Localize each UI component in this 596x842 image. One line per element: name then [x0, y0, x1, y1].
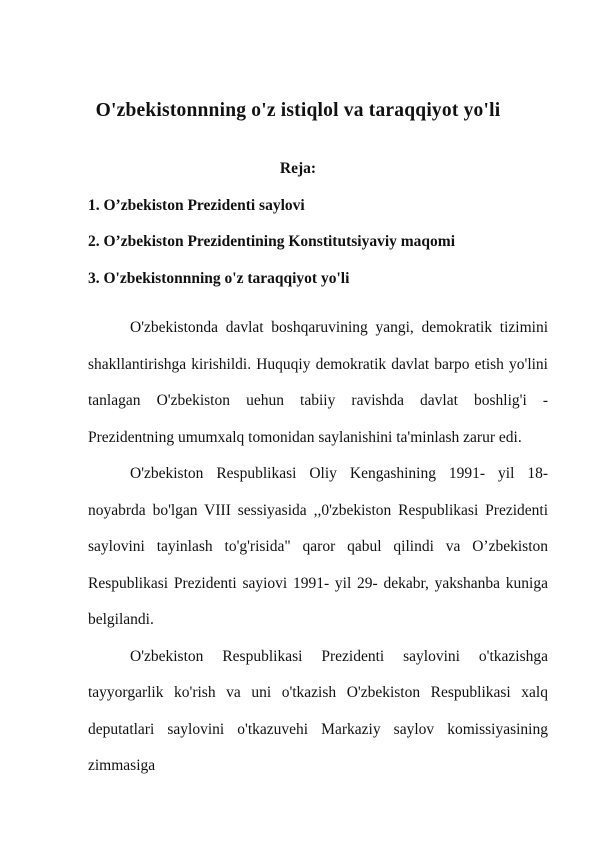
document-title: O'zbekistonnning o'z istiqlol va taraqqiyot yo'li	[95, 100, 501, 121]
plan-item-1: 1. O’zbekiston Prezidenti saylovi	[88, 197, 305, 214]
plan-item-2: 2. O’zbekiston Prezidentining Konstitutsiyaviy maqomi	[88, 233, 455, 250]
paragraph-2: O'zbekiston Respublikasi Oliy Kengashining 1991- yil 18-noyabrda bo'lgan VIII sessiyasida ,,0'zbekiston Respublikasi Prezidenti saylovini tayinlash to'g'risida" qaror qabul qilindi va O’zbekiston Respublikasi Prezidenti sayiovi 1991- yil 29- dekabr, yakshanba kuniga belgilandi.	[88, 465, 548, 628]
paragraph-3: O'zbekiston Respublikasi Prezidenti saylovini o'tkazishga tayyorgarlik ko'rish va uni o'tkazish O'zbekiston Respublikasi xalq deputatlari saylovini o'tkazuvehi Markaziy saylov komissiyasining zimmasiga	[88, 647, 548, 774]
plan-item-3: 3. O'zbekistonnning o'z taraqqiyot yo'li	[88, 270, 350, 287]
body-text	[88, 310, 548, 785]
plan-heading: Reja:	[279, 160, 317, 177]
paragraph-1: O'zbekistonda davlat boshqaruvining yangi, demokratik tizimini shakllantirishga kirishildi. Huquqiy demokratik davlat barpo etish yo'lini tanlagan O'zbekiston uehun tabiiy ravishda davlat boshlig'i - Prezidentning umumxalq tomonidan saylanishini ta'minlash zarur edi.	[88, 319, 548, 446]
